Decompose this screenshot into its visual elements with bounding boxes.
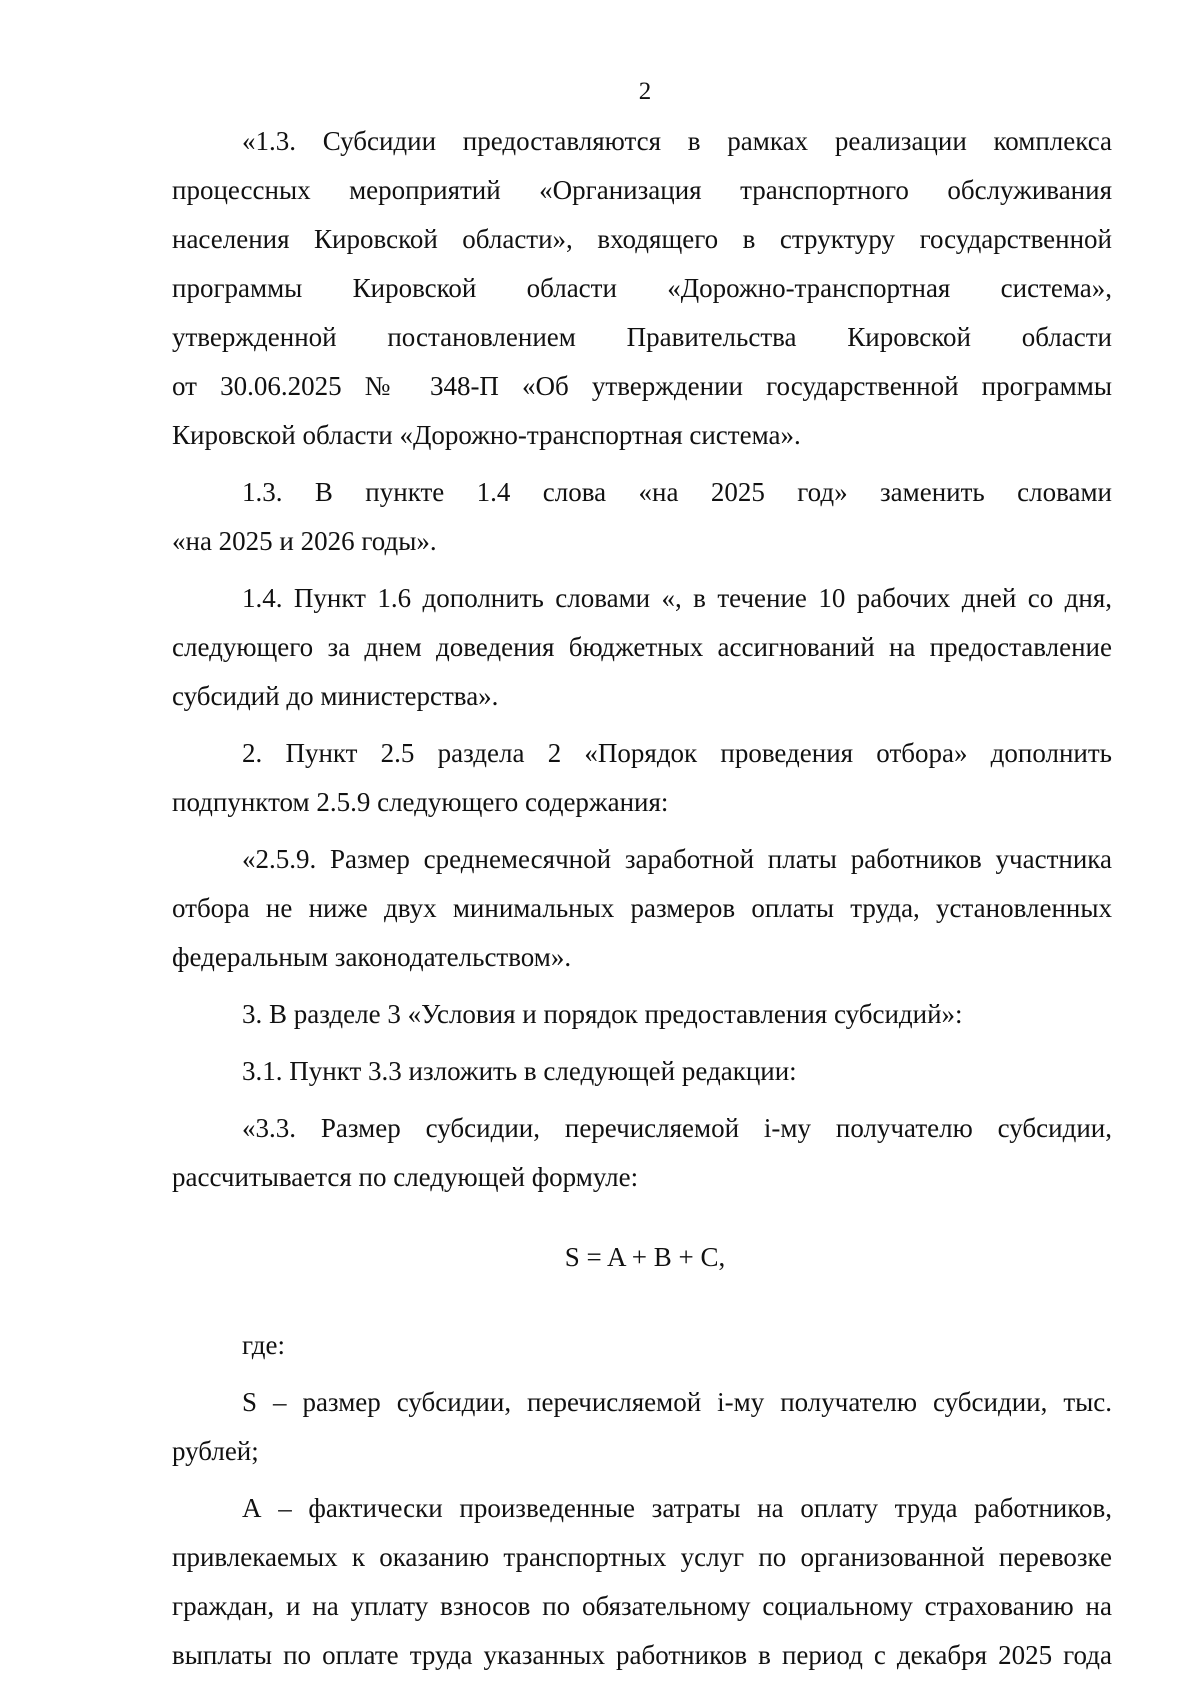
text-line: где:	[242, 1330, 285, 1360]
formula: S = A + B + C,	[564, 1242, 726, 1272]
text-line: «1.3. Субсидии предоставляются в рамках реализации комплекса	[242, 126, 1112, 156]
text-line: субсидий до министерства».	[172, 681, 499, 711]
text-line: рублей;	[172, 1436, 259, 1466]
text-line: процессных мероприятий «Организация транспортного обслуживания	[172, 175, 1112, 205]
text-line: «на 2025 и 2026 годы».	[172, 526, 437, 556]
text-line: от 30.06.2025 № 348-П «Об утверждении государственной программы	[172, 371, 1112, 401]
paragraph	[172, 1321, 1112, 1370]
paragraphs-before-formula	[172, 117, 1112, 1202]
paragraph	[172, 990, 1112, 1039]
text-line: 1.3. В пункте 1.4 слова «на 2025 год» заменить словами	[242, 477, 1112, 507]
paragraph	[172, 1047, 1112, 1096]
text-line: утвержденной постановлением Правительства Кировской области	[172, 322, 1112, 352]
text-line: подпунктом 2.5.9 следующего содержания:	[172, 787, 669, 817]
paragraph	[172, 835, 1112, 982]
text-line: Кировской области «Дорожно-транспортная система».	[172, 420, 801, 450]
text-line: граждан, и на уплату взносов по обязательному социальному страхованию на	[172, 1591, 1112, 1621]
text-line: 1.4. Пункт 1.6 дополнить словами «, в течение 10 рабочих дней со дня,	[242, 583, 1112, 613]
text-line: «2.5.9. Размер среднемесячной заработной платы работников участника	[242, 844, 1112, 874]
text-line: 3.1. Пункт 3.3 изложить в следующей редакции:	[242, 1056, 797, 1086]
text-line: федеральным законодательством».	[172, 942, 572, 972]
paragraph	[172, 1104, 1112, 1202]
paragraph	[172, 574, 1112, 721]
paragraph	[172, 1378, 1112, 1476]
text-line: привлекаемых к оказанию транспортных услуг по организованной перевозке	[172, 1542, 1112, 1572]
page-number: 2	[638, 78, 652, 105]
paragraphs-after-formula	[172, 1321, 1112, 1680]
paragraph	[172, 1484, 1112, 1680]
paragraph	[172, 729, 1112, 827]
text-line: программы Кировской области «Дорожно-транспортная система»,	[172, 273, 1112, 303]
text-line: следующего за днем доведения бюджетных ассигнований на предоставление	[172, 632, 1112, 662]
text-line: «3.3. Размер субсидии, перечисляемой i-му получателю субсидии,	[242, 1113, 1112, 1143]
paragraph	[172, 468, 1112, 566]
text-line: населения Кировской области», входящего в структуру государственной	[172, 224, 1112, 254]
text-line: рассчитывается по следующей формуле:	[172, 1162, 639, 1192]
text-line: выплаты по оплате труда указанных работников в период с декабря 2025 года	[172, 1640, 1112, 1670]
text-line: 3. В разделе 3 «Условия и порядок предоставления субсидий»:	[242, 999, 963, 1029]
document-body	[172, 117, 1112, 1688]
text-line: S – размер субсидии, перечисляемой i-му получателю субсидии, тыс.	[242, 1387, 1112, 1417]
text-line: отбора не ниже двух минимальных размеров оплаты труда, установленных	[172, 893, 1112, 923]
text-line: 2. Пункт 2.5 раздела 2 «Порядок проведения отбора» дополнить	[242, 738, 1112, 768]
paragraph	[172, 117, 1112, 460]
text-line: А – фактически произведенные затраты на оплату труда работников,	[242, 1493, 1112, 1523]
